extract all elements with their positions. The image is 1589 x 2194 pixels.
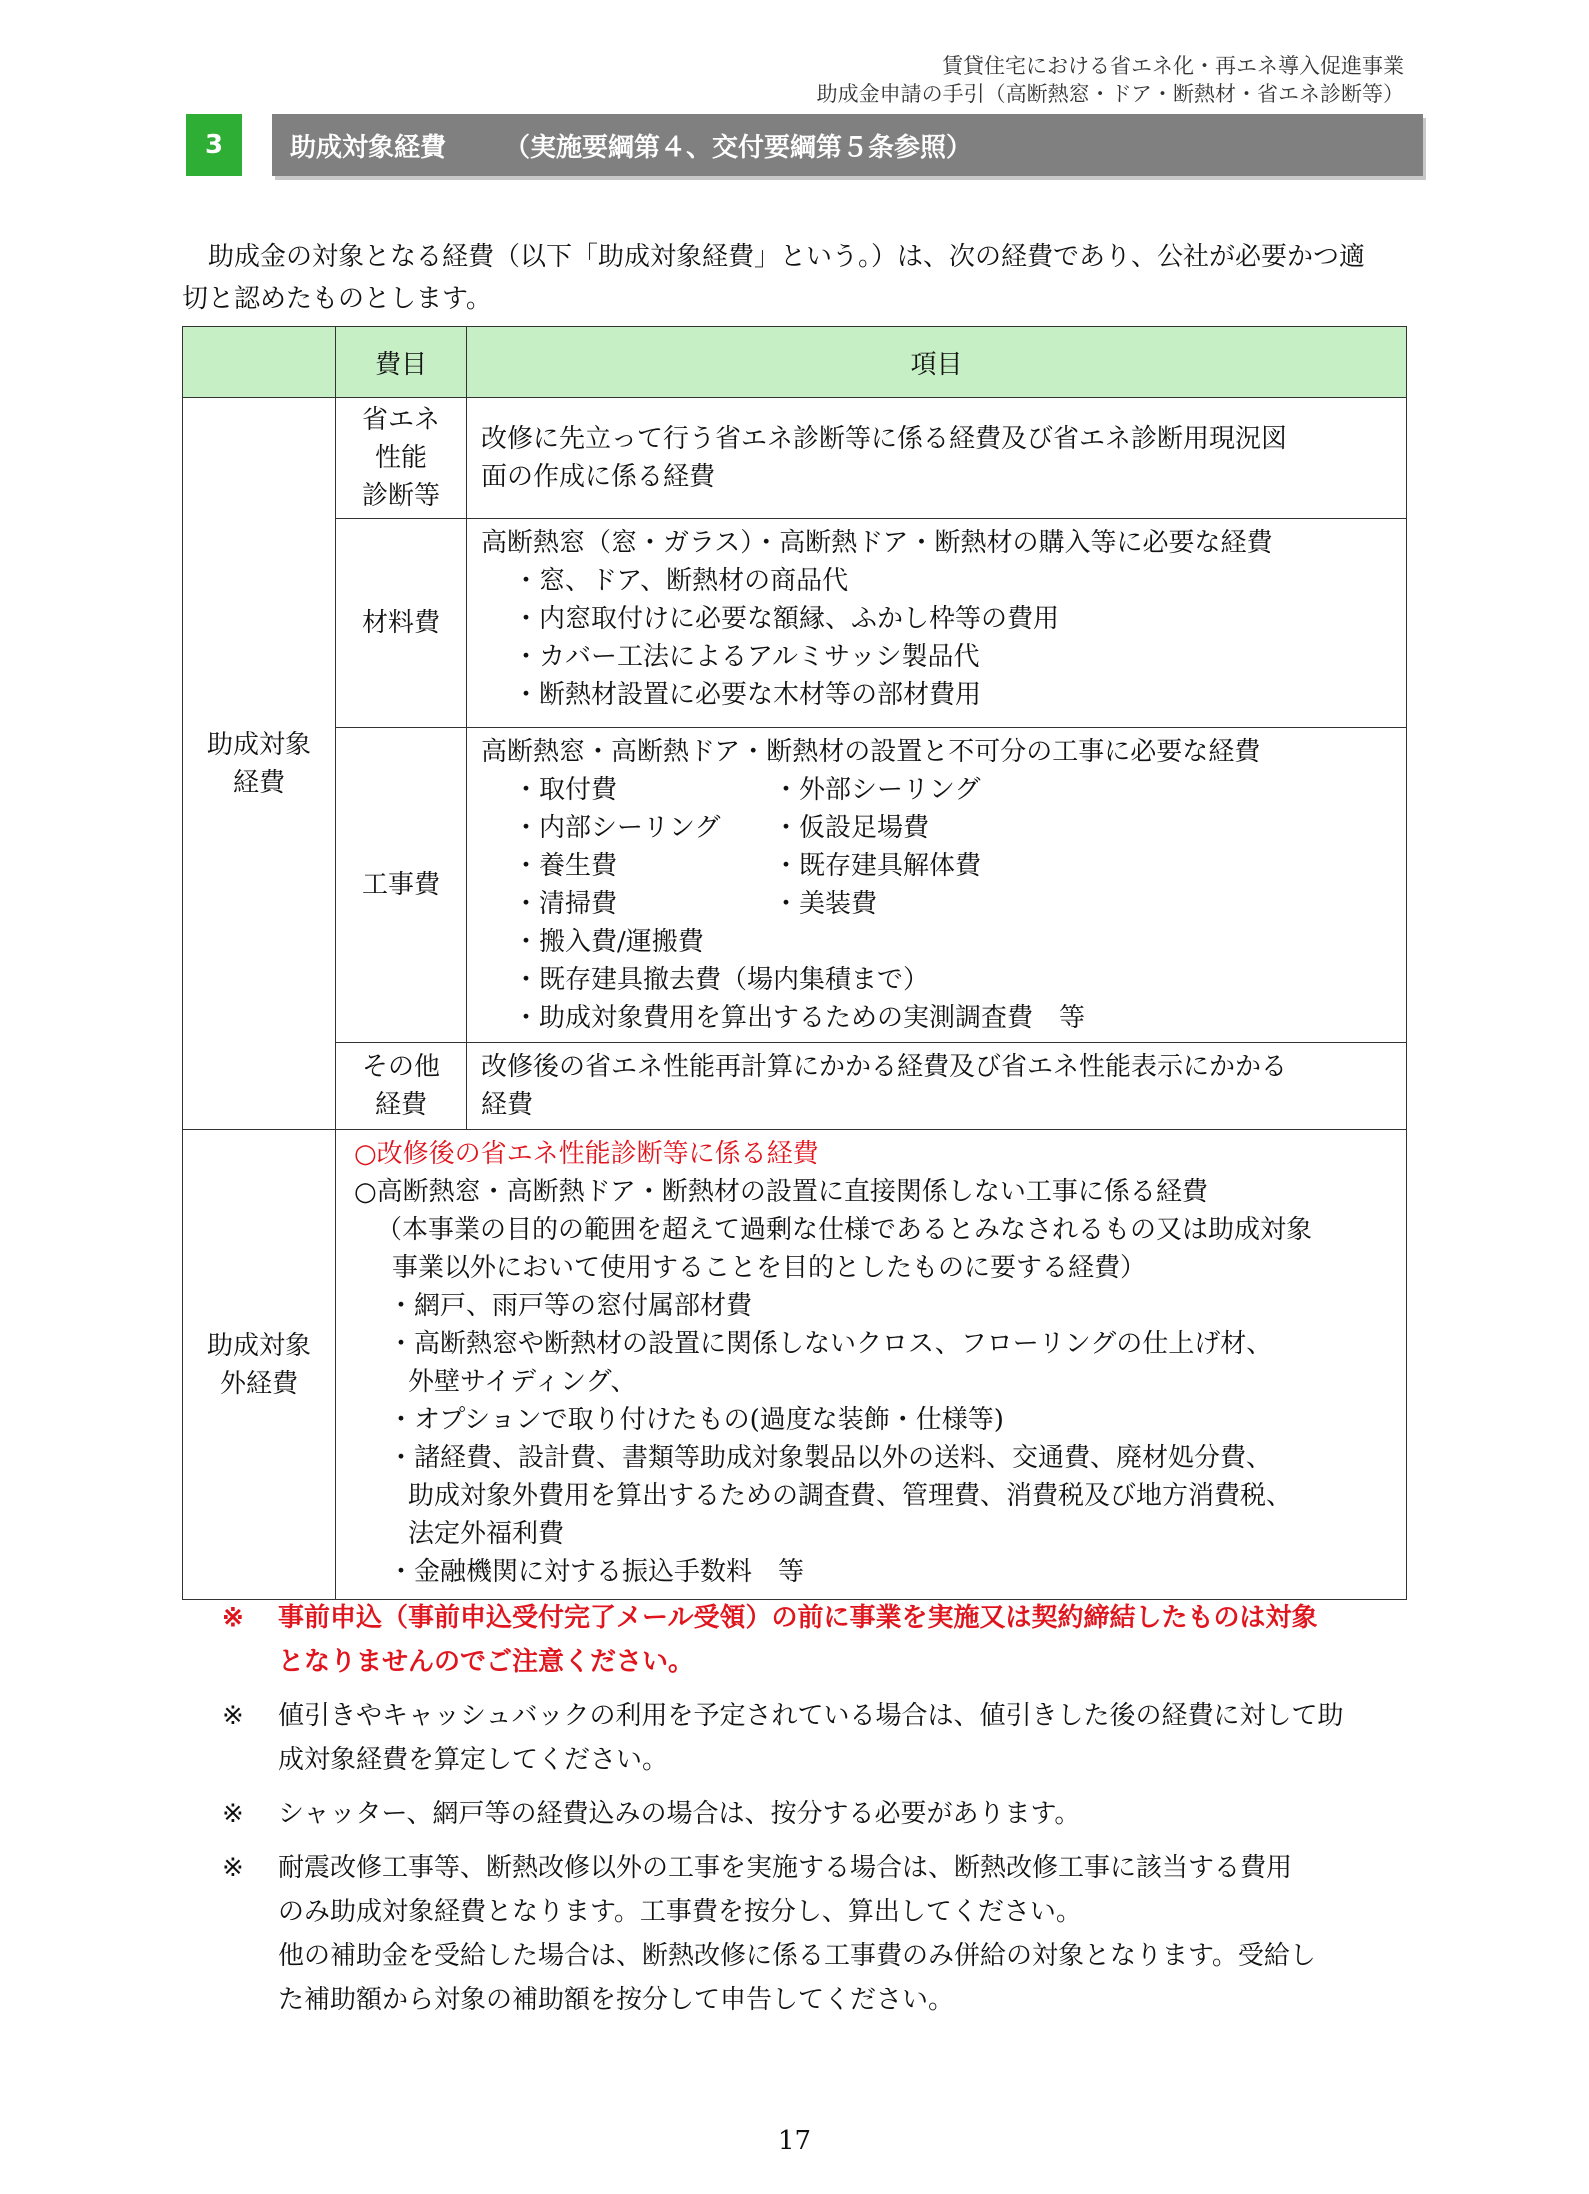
- covered-label: 助成対象 経費: [183, 398, 336, 1130]
- header-line-1: 賃貸住宅における省エネ化・再エネ導入促進事業: [942, 54, 1404, 78]
- list-item: ・搬入費/運搬費: [513, 927, 704, 957]
- intro-line-2: 切と認めたものとします。: [182, 284, 492, 314]
- section-number: 3: [186, 114, 242, 176]
- section-reference: （実施要綱第４、交付要綱第５条参照）: [504, 132, 973, 163]
- table-row: [183, 728, 1407, 1043]
- list-item: ・カバー工法によるアルミサッシ製品代: [513, 642, 980, 672]
- page-number: 17: [777, 2126, 812, 2156]
- note-other-works: ※ 耐震改修工事等、断熱改修以外の工事を実施する場合は、断熱改修工事に該当する費用 のみ助成対象経費となります。工事費を按分し、算出してください。 他の補助金を受給した場合は、断熱改修に係る工事費のみ併給の対象となります。受給し た補助額から対象の補助額を按分して申告してください。: [222, 1853, 1316, 2015]
- intro-line-1: 助成金の対象となる経費（以下「助成対象経費」という。）は、次の経費であり、公社が必要かつ適: [182, 242, 1366, 272]
- header-blank: [183, 327, 336, 398]
- list-item: ・オプションで取り付けたもの(過度な装飾・仕様等): [388, 1405, 1004, 1435]
- list-item: ・高断熱窓や断熱材の設置に関係しないクロス、フローリングの仕上げ材、: [388, 1329, 1273, 1359]
- header-category: 費目: [336, 327, 467, 398]
- category-other: その他 経費: [336, 1043, 467, 1130]
- list-item: ・断熱材設置に必要な木材等の部材費用: [513, 680, 982, 710]
- list-item: ・既存建具撤去費（場内集積まで）: [513, 965, 930, 995]
- list-item: ・網戸、雨戸等の窓付属部材費: [388, 1291, 753, 1321]
- section-title: 助成対象経費: [290, 132, 447, 163]
- list-item: ・諸経費、設計費、書類等助成対象製品以外の送料、交通費、廃材処分費、: [388, 1443, 1273, 1473]
- note-warning: ※ 事前申込（事前申込受付完了メール受領）の前に事業を実施又は契約締結したものは対象 となりませんのでご注意ください。: [222, 1603, 1318, 1677]
- item-diagnosis: 改修に先立って行う省エネ診断等に係る経費及び省エネ診断用現況図 面の作成に係る経費: [467, 398, 1407, 519]
- category-construction: 工事費: [336, 728, 467, 1043]
- table-header-row: [183, 327, 1407, 398]
- item-other: 改修後の省エネ性能再計算にかかる経費及び省エネ性能表示にかかる 経費: [467, 1043, 1407, 1130]
- item-materials: 高断熱窓（窓・ガラス）・高断熱ドア・断熱材の購入等に必要な経費 ・窓、ドア、断熱材の商品代 ・内窓取付けに必要な額縁、ふかし枠等の費用 ・カバー工法によるアルミサッシ製品代 ・断熱材設置に必要な木材等の部材費用: [467, 519, 1407, 728]
- list-item-pair: ・養生費 ・既存建具解体費: [513, 851, 982, 881]
- table-row: [183, 1043, 1407, 1130]
- table-row: [183, 1130, 1407, 1600]
- notes: [222, 1596, 1412, 2032]
- excluded-red-line: ○改修後の省エネ性能診断等に係る経費: [354, 1139, 819, 1169]
- excluded-items: ○改修後の省エネ性能診断等に係る経費 ○高断熱窓・高断熱ドア・断熱材の設置に直接関係しない工事に係る経費 （本事業の目的の範囲を超えて過剰な仕様であるとみなされるもの又は助成対象 事業以外において使用することを目的としたものに要する経費） ・網戸、雨戸等の窓付属部材費 ・高断熱窓や断熱材の設置に関係しないクロス、フローリングの仕上げ材、 外壁サイディング、 ・オプションで取り付けたもの(過度な装飾・仕様等) ・諸経費、設計費、書類等助成対象製品以外の送料、交通費、廃材処分費、 助成対象外費用を算出するための調査費、管理費、消費税及び地方消費税、 法定外福利費 ・金融機関に対する振込手数料 等: [336, 1130, 1407, 1600]
- note-discount: ※ 値引きやキャッシュバックの利用を予定されている場合は、値引きした後の経費に対して助 成対象経費を算定してください。: [222, 1701, 1344, 1775]
- list-item: ・窓、ドア、断熱材の商品代: [513, 566, 849, 596]
- note-apportion: ※ シャッター、網戸等の経費込みの場合は、按分する必要があります。: [222, 1799, 1081, 1829]
- header-item: 項目: [467, 327, 1407, 398]
- excluded-label: 助成対象 外経費: [183, 1130, 336, 1600]
- item-construction: 高断熱窓・高断熱ドア・断熱材の設置と不可分の工事に必要な経費 ・取付費 ・外部シーリング ・内部シーリング ・仮設足場費 ・養生費 ・既存建具解体費 ・清掃費 ・美装費 ・搬入費/運搬費 ・既存建具撤去費（場内集積まで） ・助成対象費用を算出するための実測調査費 等: [467, 728, 1407, 1043]
- list-item: ・助成対象費用を算出するための実測調査費 等: [513, 1003, 1086, 1033]
- running-header: [817, 52, 1404, 108]
- table-row: [183, 519, 1407, 728]
- list-item-pair: ・内部シーリング ・仮設足場費: [513, 813, 930, 843]
- section-heading: [272, 114, 1423, 176]
- list-item-pair: ・取付費 ・外部シーリング: [513, 775, 981, 805]
- list-item-pair: ・清掃費 ・美装費: [513, 889, 878, 919]
- header-line-2: 助成金申請の手引（高断熱窓・ドア・断熱材・省エネ診断等）: [816, 82, 1404, 106]
- list-item: ・内窓取付けに必要な額縁、ふかし枠等の費用: [513, 604, 1060, 634]
- intro-paragraph: [182, 236, 1404, 320]
- table-row: [183, 398, 1407, 519]
- expense-table: [182, 326, 1407, 1600]
- category-diagnosis: 省エネ 性能 診断等: [336, 398, 467, 519]
- list-item: ・金融機関に対する振込手数料 等: [388, 1557, 805, 1587]
- category-materials: 材料費: [336, 519, 467, 728]
